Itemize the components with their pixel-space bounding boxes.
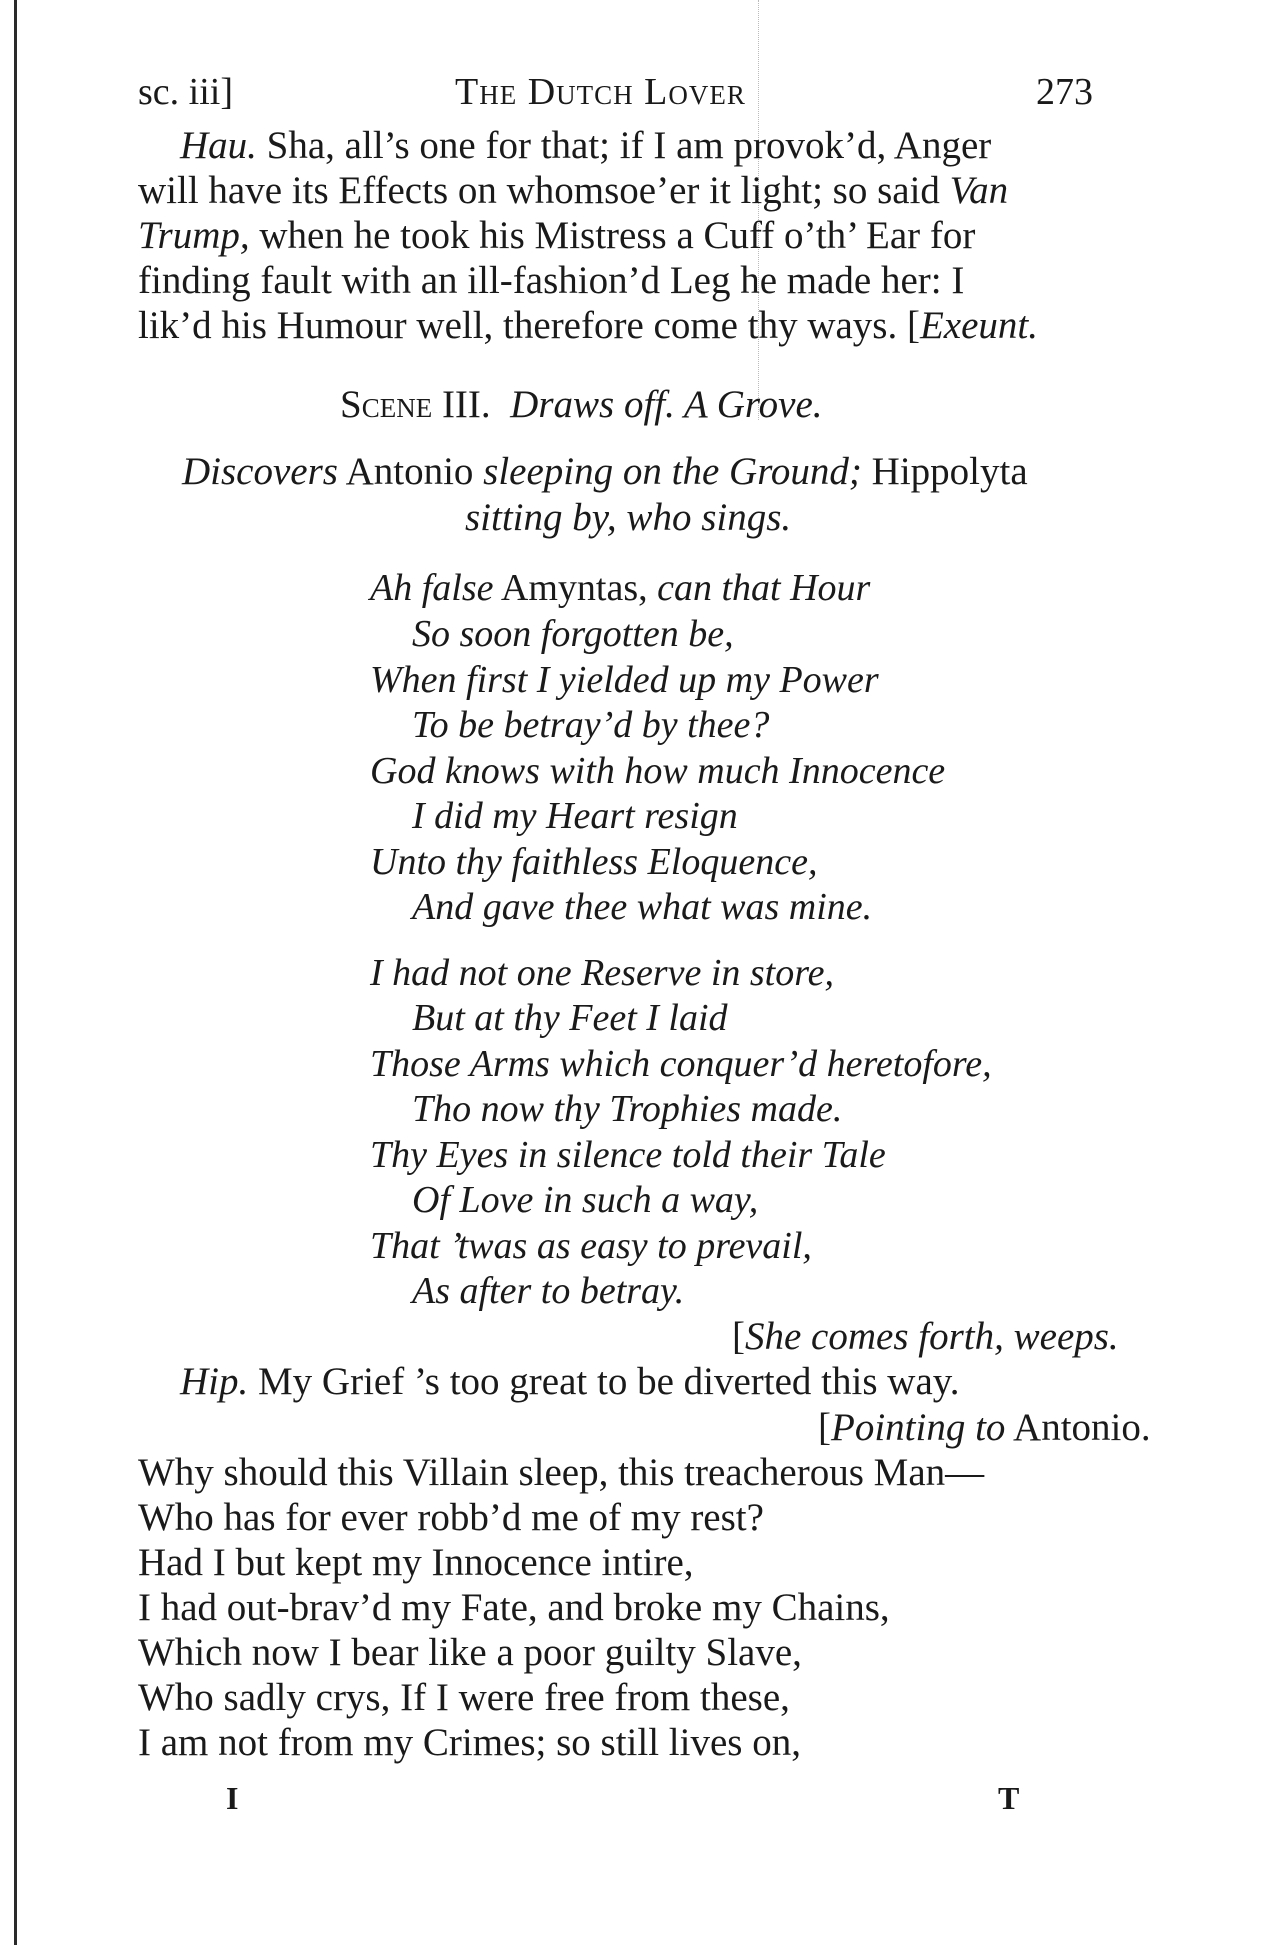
song-stanza2-line2: But at thy Feet I laid — [412, 997, 728, 1039]
hip-verse-line-5: Which now I bear like a poor guilty Slave, — [138, 1631, 802, 1674]
song-stanza1-line7: Unto thy faithless Eloquence, — [370, 841, 818, 883]
song-stanza2-line5: Thy Eyes in silence told their Tale — [370, 1134, 886, 1176]
song-stanza1-line3: When first I yielded up my Power — [370, 659, 879, 701]
hau-line-4: finding fault with an ill-fashion’d Leg he made her: I — [138, 259, 965, 302]
song-stanza2-line3: Those Arms which conquer’d heretofore, — [370, 1043, 992, 1085]
scene-discovery-line-2: sitting by, who sings. — [465, 496, 792, 539]
hau-line-1: Hau. Sha, all’s one for that; if I am provok’d, Anger — [180, 124, 992, 167]
signature-mark-right: T — [998, 1780, 1020, 1816]
hau-line-5: lik’d his Humour well, therefore come thy ways. [Exeunt. — [138, 304, 1039, 347]
exeunt-direction: [Exeunt. — [906, 304, 1039, 347]
scene-heading: Scene III. Draws off. A Grove. — [340, 383, 823, 426]
page-binding-edge — [14, 0, 17, 1945]
stage-direction-weeps: [She comes forth, weeps. — [732, 1315, 1119, 1358]
song-stanza1-line4: To be betray’d by thee? — [412, 704, 770, 746]
hip-verse-line-4: I had out-brav’d my Fate, and broke my Chains, — [138, 1586, 890, 1629]
song-stanza1-line5: God knows with how much Innocence — [370, 750, 946, 792]
hip-verse-line-2: Who has for ever robb’d me of my rest? — [138, 1496, 764, 1539]
song-stanza2-line8: As after to betray. — [412, 1270, 685, 1312]
scene-discovery-line-1: Discovers Antonio sleeping on the Ground; Hippolyta — [182, 450, 1028, 493]
hau-line-3: Trump, when he took his Mistress a Cuff o’th’ Ear for — [138, 214, 976, 257]
header-page-number: 273 — [1036, 71, 1093, 113]
song-stanza2-line1: I had not one Reserve in store, — [370, 952, 834, 994]
song-stanza2-line7: That ’twas as easy to prevail, — [370, 1225, 812, 1267]
song-stanza1-line1: Ah false Amyntas, can that Hour — [370, 567, 871, 609]
song-stanza1-line6: I did my Heart resign — [412, 795, 738, 837]
header-section: sc. iii] — [138, 71, 233, 113]
hip-verse-line-3: Had I but kept my Innocence intire, — [138, 1541, 694, 1584]
stage-direction-pointing: [Pointing to Antonio. — [818, 1406, 1151, 1449]
song-stanza1-line2: So soon forgotten be, — [412, 613, 734, 655]
song-stanza2-line6: Of Love in such a way, — [412, 1179, 759, 1221]
speaker-hip: Hip. — [180, 1360, 249, 1403]
hip-verse-line-7: I am not from my Crimes; so still lives on, — [138, 1721, 801, 1764]
speaker-hau: Hau. — [180, 124, 257, 167]
hip-verse-line-6: Who sadly crys, If I were free from these, — [138, 1676, 790, 1719]
hip-line-1: Hip. My Grief ’s too great to be diverted this way. — [180, 1360, 960, 1403]
hip-verse-line-1: Why should this Villain sleep, this treacherous Man— — [138, 1451, 985, 1494]
header-title: The Dutch Lover — [455, 71, 746, 113]
song-stanza1-line8: And gave thee what was mine. — [412, 886, 873, 928]
song-stanza2-line4: Tho now thy Trophies made. — [412, 1088, 843, 1130]
hau-line-2: will have its Effects on whomsoe’er it light; so said Van — [138, 169, 1009, 212]
signature-mark-left: I — [226, 1780, 239, 1816]
